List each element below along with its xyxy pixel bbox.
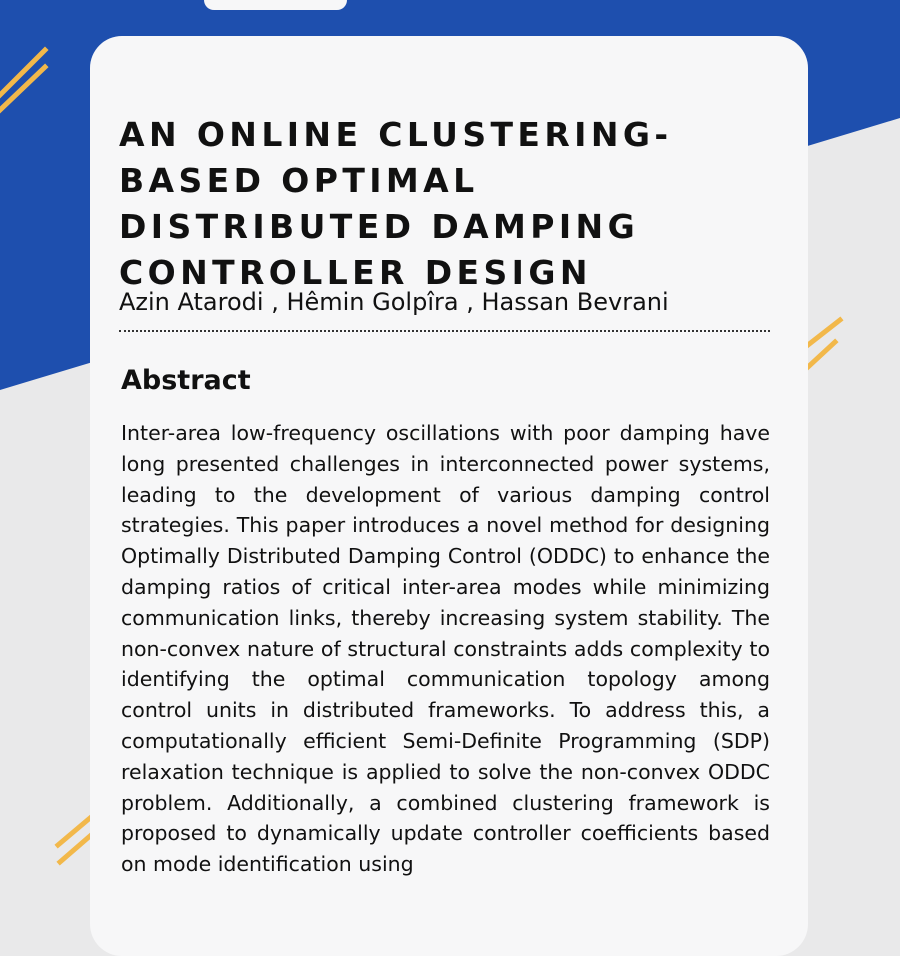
- paper-authors: Azin Atarodi , Hêmin Golpîra , Hassan Bevrani: [119, 288, 669, 316]
- abstract-heading: Abstract: [121, 365, 251, 396]
- abstract-text: Inter-area low-frequency oscillations with poor damping have long presented challenges in interconnected power systems, leading to the development of various damping control strategies. This paper introduces a novel method for designing Optimally Distributed Damping Control (ODDC) to enhance the damping ratios of critical inter-area modes while minimizing communication links, thereby increasing system stability. The non-convex nature of structural constraints adds complexity to identifying the optimal communication topology among control units in distributed frameworks. To address this, a computationally efficient Semi-Definite Programming (SDP) relaxation technique is applied to solve the non-convex ODDC problem. Additionally, a combined clustering framework is proposed to dynamically update controller coefficients based on mode identification using: [121, 421, 770, 877]
- paper-title: AN ONLINE CLUSTERING-BASED OPTIMAL DISTRIBUTED DAMPING CONTROLLER DESIGN: [119, 115, 673, 292]
- accent-stripes-bottom-left: [58, 818, 90, 862]
- accent-stripes-right: [808, 320, 840, 367]
- top-tab: [204, 0, 347, 10]
- dotted-divider: [119, 330, 770, 332]
